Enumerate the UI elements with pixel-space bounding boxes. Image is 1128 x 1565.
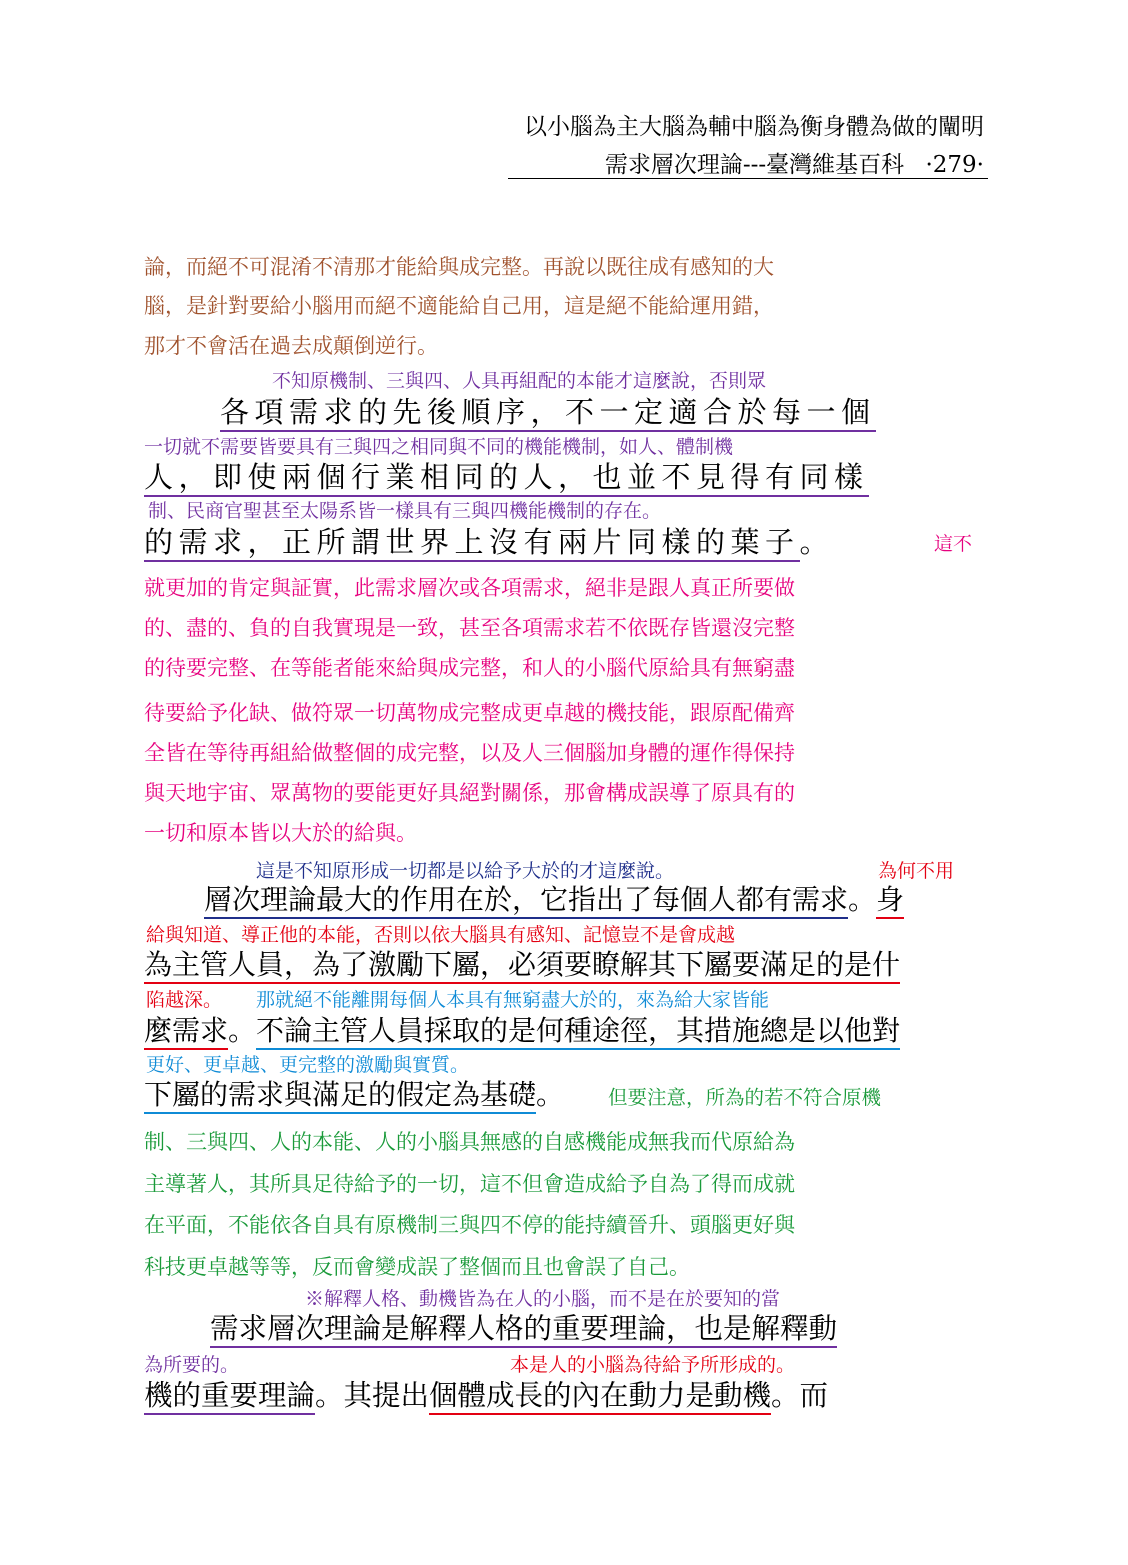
running-header (605, 146, 984, 179)
underlined-text: 身 (876, 883, 904, 919)
punctuation: 。 (536, 1078, 565, 1111)
punctuation: 。 (799, 525, 835, 559)
annotation-line: ※解釋人格、動機皆為在人的小腦，而不是在於要知的當 (305, 1288, 781, 1310)
main-text-line (144, 943, 900, 983)
main-text-line (220, 390, 876, 431)
header-rule (508, 178, 988, 179)
main-text-line (144, 520, 834, 561)
underlined-text: 不論主管人員採取的是何種途徑，其措施總是以他對 (256, 1014, 900, 1050)
annotation-line: 制、民商官聖甚至太陽系皆一樣具有三與四機能機制的存在。 (148, 500, 662, 522)
plain-text: 。而 (771, 1379, 829, 1412)
annotation-line: 這不 (934, 533, 973, 555)
annotation-line: 與天地宇宙、眾萬物的要能更好具絕對關係，那會構成誤導了原具有的 (144, 781, 795, 805)
main-text-line (144, 1009, 900, 1049)
underlined-text: 機的重要理論 (144, 1379, 315, 1415)
annotation-line: 為何不用 (878, 860, 955, 882)
annotation-line: 待要給予化缺、做符眾一切萬物成完整成更卓越的機技能，跟原配備齊 (144, 701, 795, 725)
annotation-line: 一切和原本皆以大於的給與。 (144, 821, 417, 845)
annotation-line: 全皆在等待再組給做整個的成完整，以及人三個腦加身體的運作得保持 (144, 741, 795, 765)
annotation-line: 但要注意，所為的若不符合原機 (608, 1086, 882, 1109)
annotation-line: 給與知道、導正他的本能，否則以依大腦具有感知、記憶豈不是會成越 (146, 924, 736, 946)
underlined-text: 層次理論最大的作用在於，它指出了每個人都有需求 (204, 883, 848, 919)
annotation-line: 的、盡的、負的自我實現是一致，甚至各項需求若不依既存皆還沒完整 (144, 616, 795, 640)
annotation-line: 在平面，不能依各自具有原機制三與四不停的能持續晉升、頭腦更好與 (144, 1213, 795, 1237)
main-text-line (210, 1306, 837, 1347)
annotation-line: 更好、更卓越、更完整的激勵與實質。 (146, 1054, 470, 1076)
annotation-line: 論，而絕不可混淆不清那才能給與成完整。再說以既往成有感知的大 (144, 255, 774, 279)
annotation-line: 就更加的肯定與証實，此需求層次或各項需求，絕非是跟人真正所要做 (144, 576, 795, 600)
punctuation: 。 (228, 1014, 257, 1047)
underlined-text: 為主管人員，為了激勵下屬，必須要瞭解其下屬要滿足的是什 (144, 948, 900, 984)
annotation-line: 不知原機制、三與四、人具再組配的本能才這麼說，否則眾 (272, 370, 767, 392)
annotation-line: 陷越深。 (146, 989, 223, 1011)
annotation-line: 這是不知原形成一切都是以給予大於的才這麼說。 (256, 860, 675, 882)
underlined-text: 人，即使兩個行業相同的人，也並不見得有同樣 (144, 460, 869, 497)
underlined-text: 的需求，正所謂世界上沒有兩片同樣的葉子 (144, 525, 800, 562)
annotation-line: 科技更卓越等等，反而會變成誤了整個而且也會誤了自己。 (144, 1255, 690, 1279)
annotation-line: 一切就不需要皆要具有三與四之相同與不同的機能機制，如人、體制機 (144, 436, 734, 458)
underlined-text: 下屬的需求與滿足的假定為基礎 (144, 1078, 536, 1114)
annotation-line: 本是人的小腦為待給予所形成的。 (510, 1354, 796, 1376)
underlined-text: 麼需求 (144, 1014, 228, 1050)
main-text-line (144, 455, 869, 496)
annotation-line: 制、三與四、人的本能、人的小腦具無感的自感機能成無我而代原給為 (144, 1130, 795, 1154)
main-text-line (144, 1373, 828, 1414)
underlined-text: 個體成長的內在動力是動機 (429, 1379, 771, 1415)
annotation-line: 那就絕不能離開每個人本具有無窮盡大於的，來為給大家皆能 (256, 989, 770, 1011)
underlined-text: 需求層次理論是解釋人格的重要理論，也是解釋動 (210, 1312, 837, 1348)
punctuation: 。 (848, 883, 877, 916)
main-text-line (144, 1073, 564, 1113)
header-subtitle: 需求層次理論---臺灣維基百科 (604, 152, 905, 178)
annotation-line: 主導著人，其所具足待給予的一切，這不但會造成給予自為了得而成就 (144, 1172, 795, 1196)
underlined-text: 各項需求的先後順序，不一定適合於每一個 (220, 395, 876, 432)
annotation-line: 為所要的。 (144, 1354, 240, 1376)
plain-text: 。其提出 (315, 1379, 430, 1412)
main-text-line (204, 878, 904, 918)
page-title: 以小腦為主大腦為輔中腦為衡身體為做的闡明 (524, 114, 984, 140)
page-number: ·279· (925, 152, 984, 178)
annotation-line: 那才不會活在過去成顛倒逆行。 (144, 334, 438, 358)
annotation-line: 的待要完整、在等能者能來給與成完整，和人的小腦代原給具有無窮盡 (144, 656, 795, 680)
annotation-line: 腦，是針對要給小腦用而絕不適能給自己用，這是絕不能給運用錯， (144, 294, 774, 318)
